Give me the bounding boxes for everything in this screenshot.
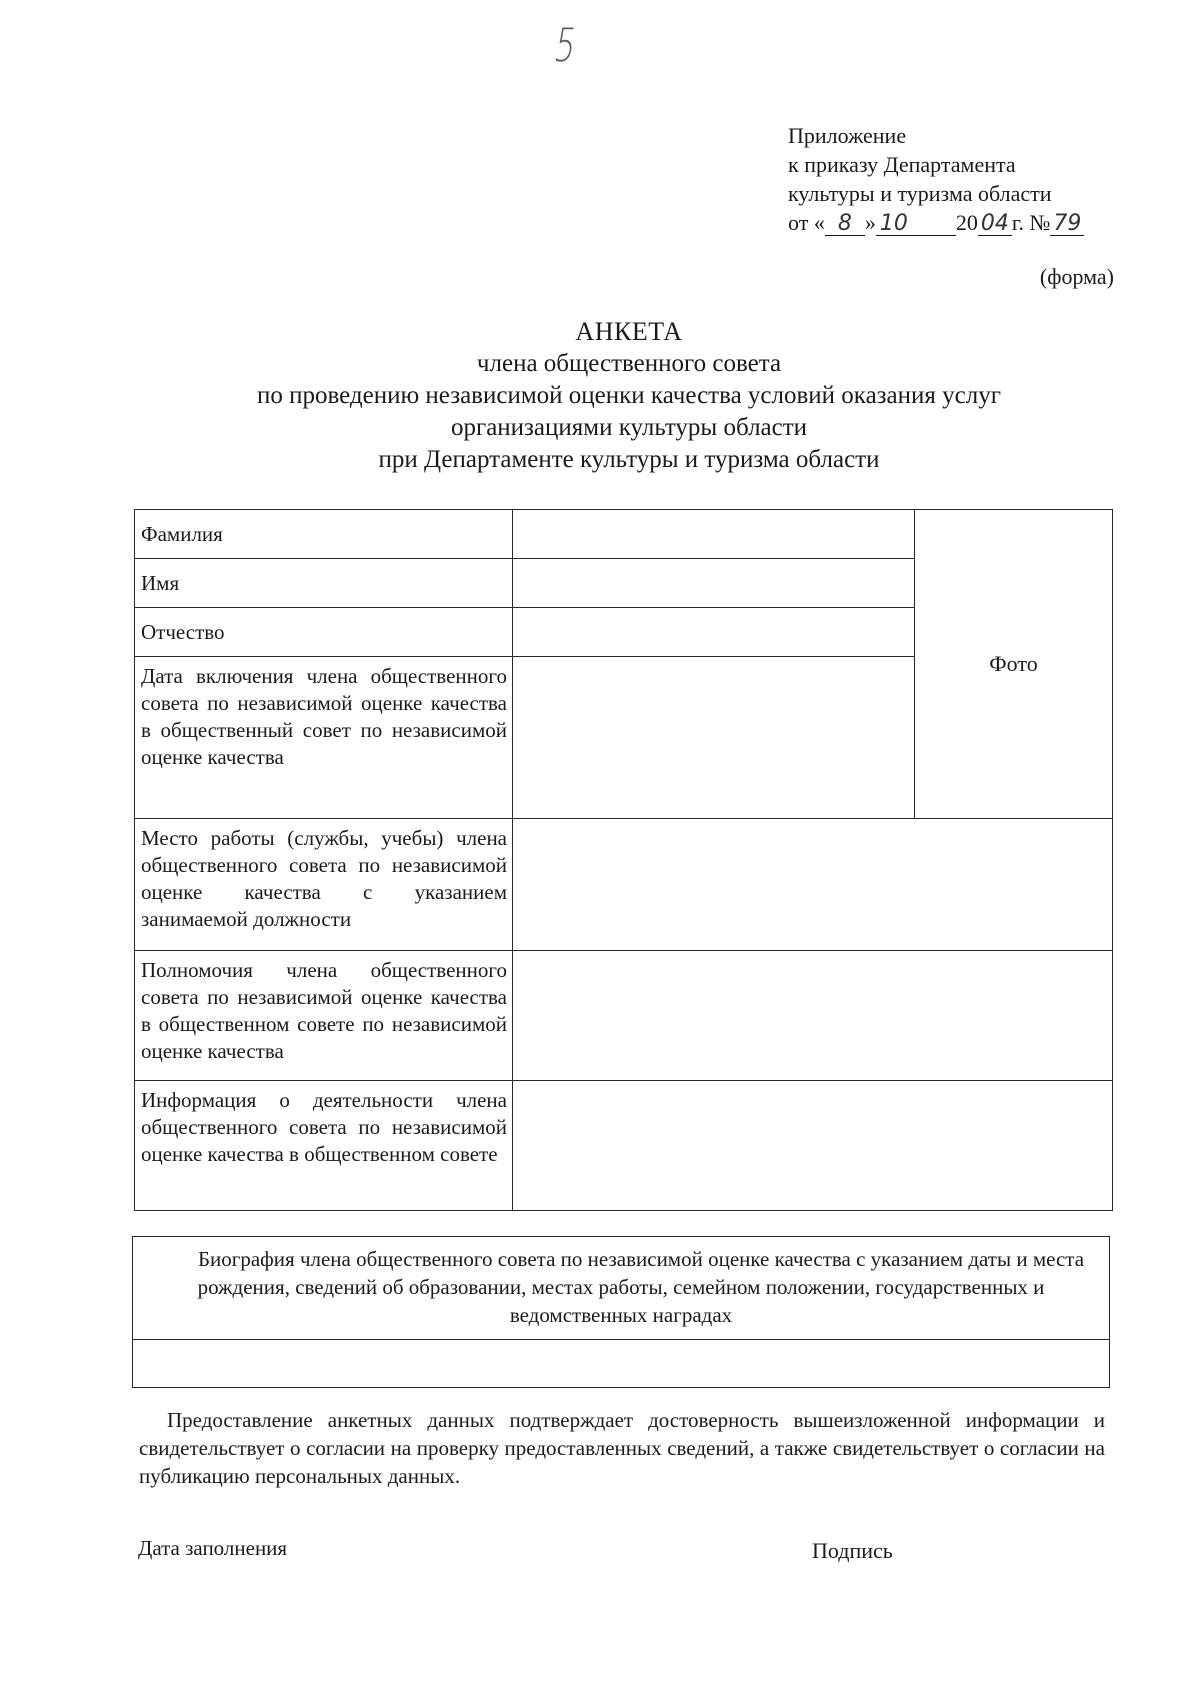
date-prefix: от « bbox=[788, 210, 825, 235]
label-workplace: Место работы (службы, учебы) члена общественного совета по независимой оценке качества с указанием занимаемой должности bbox=[135, 819, 513, 951]
title-line-2: по проведению независимой оценки качества условий оказания услуг bbox=[257, 382, 1001, 409]
biography-table bbox=[132, 1236, 1110, 1388]
table-row bbox=[135, 951, 1113, 1081]
table-row bbox=[135, 819, 1113, 951]
form-label: (форма) bbox=[1039, 264, 1114, 289]
biography-field[interactable] bbox=[133, 1340, 1110, 1388]
order-number: 79 bbox=[1050, 213, 1084, 236]
field-patronymic[interactable] bbox=[513, 608, 915, 657]
order-date-line bbox=[788, 208, 1084, 237]
biography-header: Биография члена общественного совета по независимой оценке качества с указанием даты и места рождения, сведений об образовании, местах работы, семейном положении, государственных и ведомственных наградах bbox=[133, 1237, 1110, 1340]
number-prefix: г. № bbox=[1011, 210, 1051, 235]
document-title bbox=[0, 316, 1200, 476]
table-row bbox=[133, 1237, 1110, 1340]
label-activity-info: Информация о деятельности члена общественного совета по независимой оценке качества в общественном совете bbox=[135, 1081, 513, 1211]
table-row bbox=[135, 510, 1113, 559]
appendix-line-1: Приложение bbox=[788, 123, 907, 148]
label-powers: Полномочия члена общественного совета по независимой оценке качества в общественном совете по независимой оценке качества bbox=[135, 951, 513, 1081]
order-month: 10 bbox=[876, 213, 956, 236]
order-day: 8 bbox=[825, 213, 865, 236]
photo-box[interactable]: Фото bbox=[915, 510, 1113, 819]
page-number: 5 bbox=[550, 18, 581, 72]
appendix-line-2: к приказу Департамента bbox=[788, 152, 1016, 177]
title-main: АНКЕТА bbox=[575, 317, 683, 346]
field-surname[interactable] bbox=[513, 510, 915, 559]
title-line-1: члена общественного совета bbox=[476, 350, 782, 377]
field-inclusion-date[interactable] bbox=[513, 657, 915, 819]
title-line-3: организациями культуры области bbox=[450, 414, 808, 441]
label-name: Имя bbox=[135, 559, 513, 608]
appendix-block bbox=[788, 121, 1084, 237]
year-prefix: 20 bbox=[955, 210, 978, 235]
questionnaire-table bbox=[134, 509, 1113, 1211]
table-row bbox=[135, 1081, 1113, 1211]
field-powers[interactable] bbox=[513, 951, 1113, 1081]
label-inclusion-date: Дата включения члена общественного совета по независимой оценке качества в общественный совет по независимой оценке качества bbox=[135, 657, 513, 819]
order-year: 04 bbox=[978, 213, 1012, 236]
field-workplace[interactable] bbox=[513, 819, 1113, 951]
field-activity-info[interactable] bbox=[513, 1081, 1113, 1211]
field-name[interactable] bbox=[513, 559, 915, 608]
signature-label: Подпись bbox=[812, 1538, 893, 1563]
label-surname: Фамилия bbox=[135, 510, 513, 559]
consent-paragraph: Предоставление анкетных данных подтверждает достоверность вышеизложенной информации и свидетельствует о согласии на проверку предоставленных сведений, а также свидетельствует о согласии на публикацию персональных данных. bbox=[139, 1408, 1105, 1488]
title-line-4: при Департаменте культуры и туризма области bbox=[378, 446, 880, 473]
label-patronymic: Отчество bbox=[135, 608, 513, 657]
appendix-line-3: культуры и туризма области bbox=[788, 181, 1052, 206]
date-quote-close: » bbox=[864, 210, 876, 235]
fill-date-label: Дата заполнения bbox=[138, 1536, 288, 1560]
table-row bbox=[133, 1340, 1110, 1388]
